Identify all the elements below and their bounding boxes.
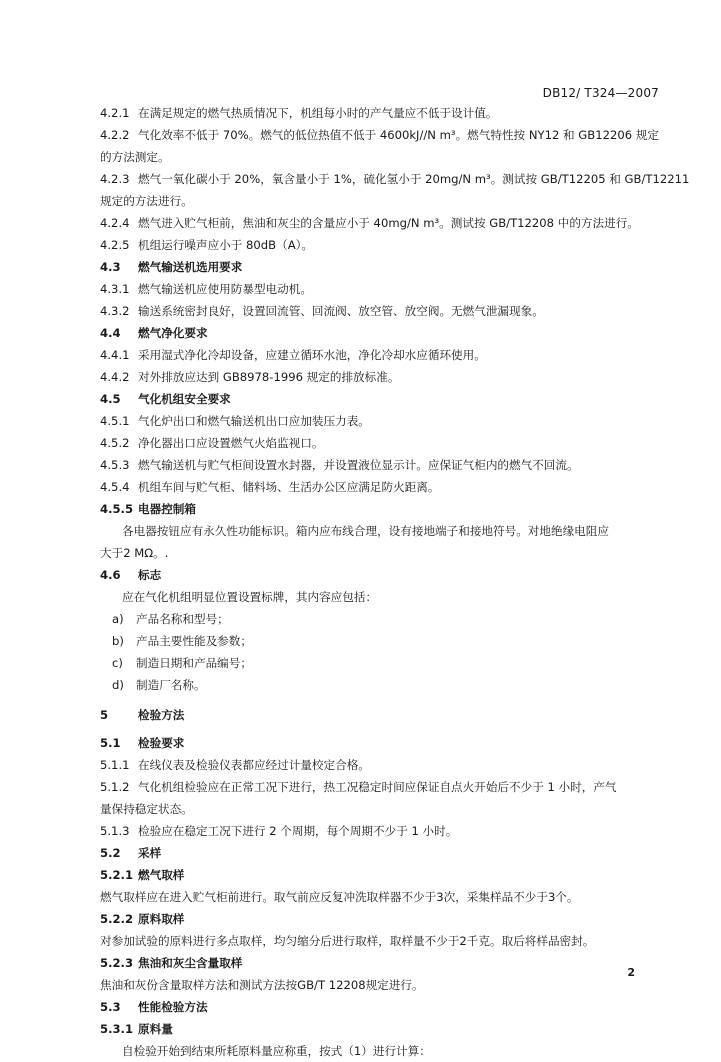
clause-5-3-1-heading: 5.3.1 原料量 bbox=[100, 1022, 173, 1036]
section-4-4-heading: 4.4 燃气净化要求 bbox=[100, 326, 208, 340]
clause-5-2-1-heading: 5.2.1 燃气取样 bbox=[100, 868, 185, 882]
clause-5-2-3-heading: 5.2.3 焦油和灰尘含量取样 bbox=[100, 956, 243, 970]
clause-4-5-5-text-cont: 大于2 MΩ。. bbox=[100, 546, 169, 560]
clause-5-2-2-heading: 5.2.2 原料取样 bbox=[100, 912, 185, 926]
section-4-6-heading: 4.6 标志 bbox=[100, 568, 162, 582]
clause-4-2-4: 4.2.4 燃气进入贮气柜前，焦油和灰尘的含量应小于 40mg/N m³。测试按 GB/T12208 中的方法进行。 bbox=[100, 216, 639, 230]
list-item-b: b) 产品主要性能及参数； bbox=[112, 634, 252, 648]
section-4-5-heading: 4.5 气化机组安全要求 bbox=[100, 392, 231, 406]
clause-5-2-3-text: 焦油和灰份含量取样方法和测试方法按GB/T 12208规定进行。 bbox=[100, 978, 424, 992]
clause-4-5-5-heading: 4.5.5 电器控制箱 bbox=[100, 502, 196, 516]
list-item-d: d) 制造厂名称。 bbox=[112, 678, 206, 692]
clause-4-5-2: 4.5.2 净化器出口应设置燃气火焰监视口。 bbox=[100, 436, 324, 450]
clause-5-1-2: 5.1.2 气化机组检验应在正常工况下进行，热工况稳定时间应保证自点火开始后不少于 1 小时，产气 bbox=[100, 780, 617, 794]
list-item-a: a) 产品名称和型号； bbox=[112, 612, 229, 626]
clause-5-1-3: 5.1.3 检验应在稳定工况下进行 2 个周期，每个周期不少于 1 小时。 bbox=[100, 824, 458, 838]
section-5-2-heading: 5.2 采样 bbox=[100, 846, 162, 860]
clause-5-2-2-text: 对参加试验的原料进行多点取样，均匀缩分后进行取样，取样量不少于2千克。取后将样品密封。 bbox=[100, 934, 595, 948]
clause-4-3-1: 4.3.1 燃气输送机应使用防暴型电动机。 bbox=[100, 282, 312, 296]
clause-4-2-2: 4.2.2 气化效率不低于 70%。燃气的低位热值不低于 4600kJ//N m³。燃气特性按 NY12 和 GB12206 规定 bbox=[100, 128, 659, 142]
section-5-1-heading: 5.1 检验要求 bbox=[100, 736, 185, 750]
section-5-3-heading: 5.3 性能检验方法 bbox=[100, 1000, 208, 1014]
clause-5-3-1-text: 自检验开始到结束所耗原料量应称重，按式（1）进行计算： bbox=[122, 1044, 431, 1058]
clause-4-5-1: 4.5.1 气化炉出口和燃气输送机出口应加装压力表。 bbox=[100, 414, 370, 428]
clause-4-2-3-cont: 规定的方法进行。 bbox=[100, 194, 193, 208]
clause-4-5-3: 4.5.3 燃气输送机与贮气柜间设置水封器，并设置液位显示计。应保证气柜内的燃气不回流。 bbox=[100, 458, 579, 472]
list-item-c: c) 制造日期和产品编号； bbox=[112, 656, 252, 670]
section-4-3-heading: 4.3 燃气输送机选用要求 bbox=[100, 260, 243, 274]
clause-4-5-4: 4.5.4 机组车间与贮气柜、储料场、生活办公区应满足防火距离。 bbox=[100, 480, 440, 494]
clause-4-6-text: 应在气化机组明显位置设置标牌，其内容应包括： bbox=[122, 590, 378, 604]
clause-4-4-2: 4.4.2 对外排放应达到 GB8978-1996 规定的排放标准。 bbox=[100, 370, 400, 384]
clause-4-2-5: 4.2.5 机组运行噪声应小于 80dB（A）。 bbox=[100, 238, 314, 252]
clause-4-2-2-cont: 的方法测定。 bbox=[100, 150, 170, 164]
clause-4-2-3: 4.2.3 燃气一氧化碳小于 20%，氧含量小于 1%，硫化氢小于 20mg/N m³。测试按 GB/T12205 和 GB/T12211 bbox=[100, 172, 690, 186]
clause-5-1-2-cont: 量保持稳定状态。 bbox=[100, 802, 193, 816]
clause-4-2-1: 4.2.1 在满足规定的燃气热质情况下，机组每小时的产气量应不低于设计值。 bbox=[100, 106, 498, 120]
chapter-5-heading: 5 检验方法 bbox=[100, 708, 185, 722]
standard-code: DB12/ T324—2007 bbox=[542, 86, 659, 100]
clause-5-1-1: 5.1.1 在线仪表及检验仪表都应经过计量校定合格。 bbox=[100, 758, 370, 772]
clause-4-3-2: 4.3.2 输送系统密封良好，设置回流管、回流阀、放空管、放空阀。无燃气泄漏现象。 bbox=[100, 304, 544, 318]
document-body bbox=[100, 102, 690, 1062]
clause-4-4-1: 4.4.1 采用湿式净化冷却设备，应建立循环水池，净化冷却水应循环使用。 bbox=[100, 348, 486, 362]
clause-5-2-1-text: 燃气取样应在进入贮气柜前进行。取气前应反复冲洗取样器不少于3次，采集样品不少于3个。 bbox=[100, 890, 579, 904]
page-number: 2 bbox=[627, 966, 635, 979]
clause-4-5-5-text: 各电器按钮应有永久性功能标识。箱内应布线合理，设有接地端子和接地符号。对地绝缘电阻应 bbox=[122, 524, 609, 538]
